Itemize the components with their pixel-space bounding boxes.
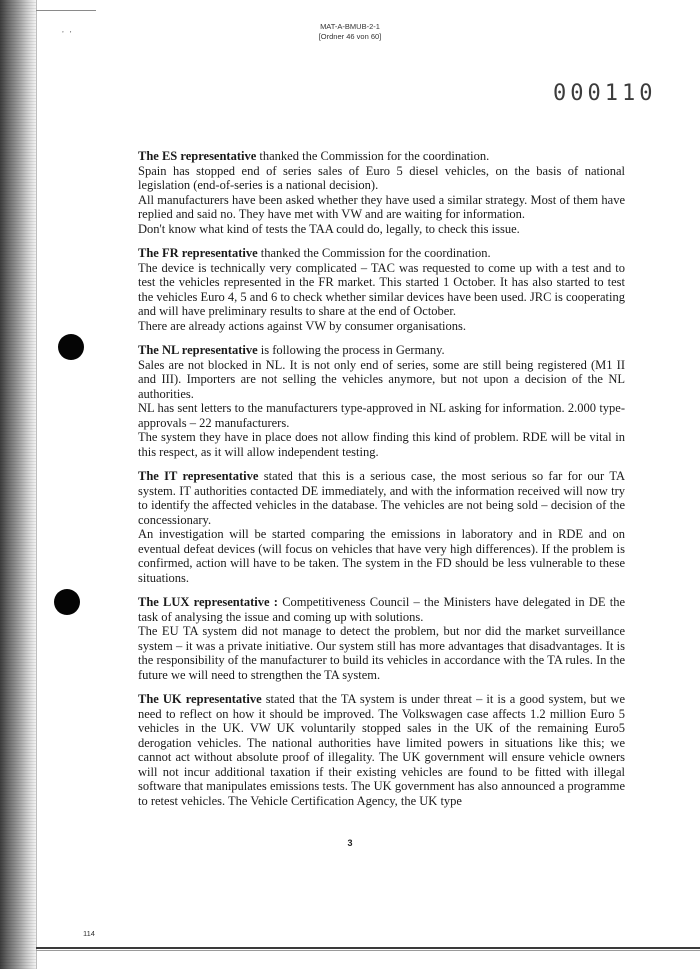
paragraph-line: NL has sent letters to the manufacturers type-approved in NL asking for information. 2.000 type-approvals – 22 manufacturers. bbox=[138, 401, 625, 430]
paragraph-es bbox=[138, 149, 625, 236]
document-header bbox=[0, 22, 700, 42]
paragraph-lead: stated that this is a serious case, the most serious so far for our TA system. IT authorities contacted DE immediately, and with the information received will now try to identify the affected vehicles in the database. The vehicles are not being sold – decision of the concessionary. bbox=[138, 469, 625, 527]
page-number: 3 bbox=[347, 838, 353, 848]
scan-bottom-edge bbox=[36, 947, 700, 949]
paragraph-line: Don't know what kind of tests the TAA could do, legally, to check this issue. bbox=[138, 221, 520, 236]
paragraph-line: All manufacturers have been asked whether they have used a similar strategy. Most of them have replied and said no. They have met with VW and are waiting for information. bbox=[138, 192, 625, 221]
scan-shadow-edge bbox=[0, 0, 36, 969]
paragraph-line: The device is technically very complicated – TAC was requested to come up with a test and to test the vehicles represented in the FR market. This started 1 October. It has also started to test the vehicles Euro 4, 5 and 6 to check whether similar devices have been used. JRC is cooperating and will have preliminary results to share at the end of October. bbox=[138, 260, 626, 318]
page-stamp: 000110 bbox=[553, 81, 657, 106]
speaker-label: The UK representative bbox=[138, 692, 262, 706]
punch-hole-icon bbox=[58, 334, 84, 360]
paragraph-lux bbox=[138, 595, 625, 682]
paragraph-lead: is following the process in Germany. bbox=[257, 343, 445, 357]
paragraph-uk bbox=[138, 692, 625, 808]
punch-hole-icon bbox=[54, 589, 80, 615]
paragraph-it bbox=[138, 469, 625, 585]
paragraph-line: An investigation will be started comparing the emissions in laboratory and in RDE and on eventual defeat devices (will focus on vehicles that have very high differences). If the problem is confirmed, action will have to be taken. The system in the FD should be less vulnerable to these situations. bbox=[138, 527, 625, 585]
paragraph-line: Sales are not blocked in NL. It is not only end of series, some are still being registered (M1 II and III). Importers are not selling the vehicles anymore, but not upon a decision of the NL authorities. bbox=[138, 357, 625, 401]
scan-edge-line bbox=[36, 0, 37, 969]
paragraph-line: There are already actions against VW by consumer organisations. bbox=[138, 318, 467, 333]
paragraph-line: Spain has stopped end of series sales of Euro 5 diesel vehicles, on the basis of national legislation (end-of-series is a national decision). bbox=[138, 163, 625, 192]
paragraph-nl bbox=[138, 343, 625, 459]
paragraph-line: The system they have in place does not allow finding this kind of problem. RDE will be vital in this respect, as it will allow independent testing. bbox=[138, 430, 625, 459]
paragraph-lead: stated that the TA system is under threat – it is a good system, but we need to reflect on how it should be improved. The Volkswagen case affects 1.2 million Euro 5 vehicles in the UK. VW UK voluntarily stopped sales in the UK of the remaining Euro5 derogation vehicles. The national authorities have limited powers in situations like this; we cannot act without absolute proof of illegality. The UK government will ensure vehicle owners will not incur additional taxation if their existing vehicles are found to be fitted with illegal software that manipulates emissions tests. The UK government has also announced a programme to retest vehicles. The Vehicle Certification Agency, the UK type bbox=[138, 692, 625, 808]
speaker-label: The LUX representative : bbox=[138, 595, 278, 609]
top-rule bbox=[36, 10, 96, 11]
paragraph-line: The EU TA system did not manage to detect the problem, but nor did the market surveillance system – it was a private initiative. Our system still has more advantages that disadvantages. It is the responsibility of the manufacturer to build its vehicles in accordance with the TA rules. In the future we will need to strengthen the TA system. bbox=[138, 624, 625, 682]
speaker-label: The FR representative bbox=[138, 246, 258, 260]
paragraph-lead: thanked the Commission for the coordination. bbox=[257, 246, 491, 260]
paragraph-fr bbox=[138, 246, 625, 333]
scan-bottom-shadow bbox=[36, 950, 700, 951]
speaker-label: The IT representative bbox=[138, 469, 259, 483]
bates-number: 114 bbox=[83, 929, 95, 938]
paragraph-lead: Competitiveness Council – the Ministers have delegated in DE the task of analysing the issue and coming up with solutions. bbox=[138, 595, 625, 624]
folder-label: [Ordner 46 von 60] bbox=[318, 32, 382, 41]
margin-marks: ’ ’ bbox=[62, 30, 74, 39]
speaker-label: The ES representative bbox=[138, 149, 257, 163]
document-id: MAT-A-BMUB-2-1 bbox=[320, 22, 380, 31]
speaker-label: The NL representative bbox=[138, 343, 258, 357]
paragraph-lead: thanked the Commission for the coordination. bbox=[256, 149, 490, 163]
document-body bbox=[138, 149, 625, 818]
